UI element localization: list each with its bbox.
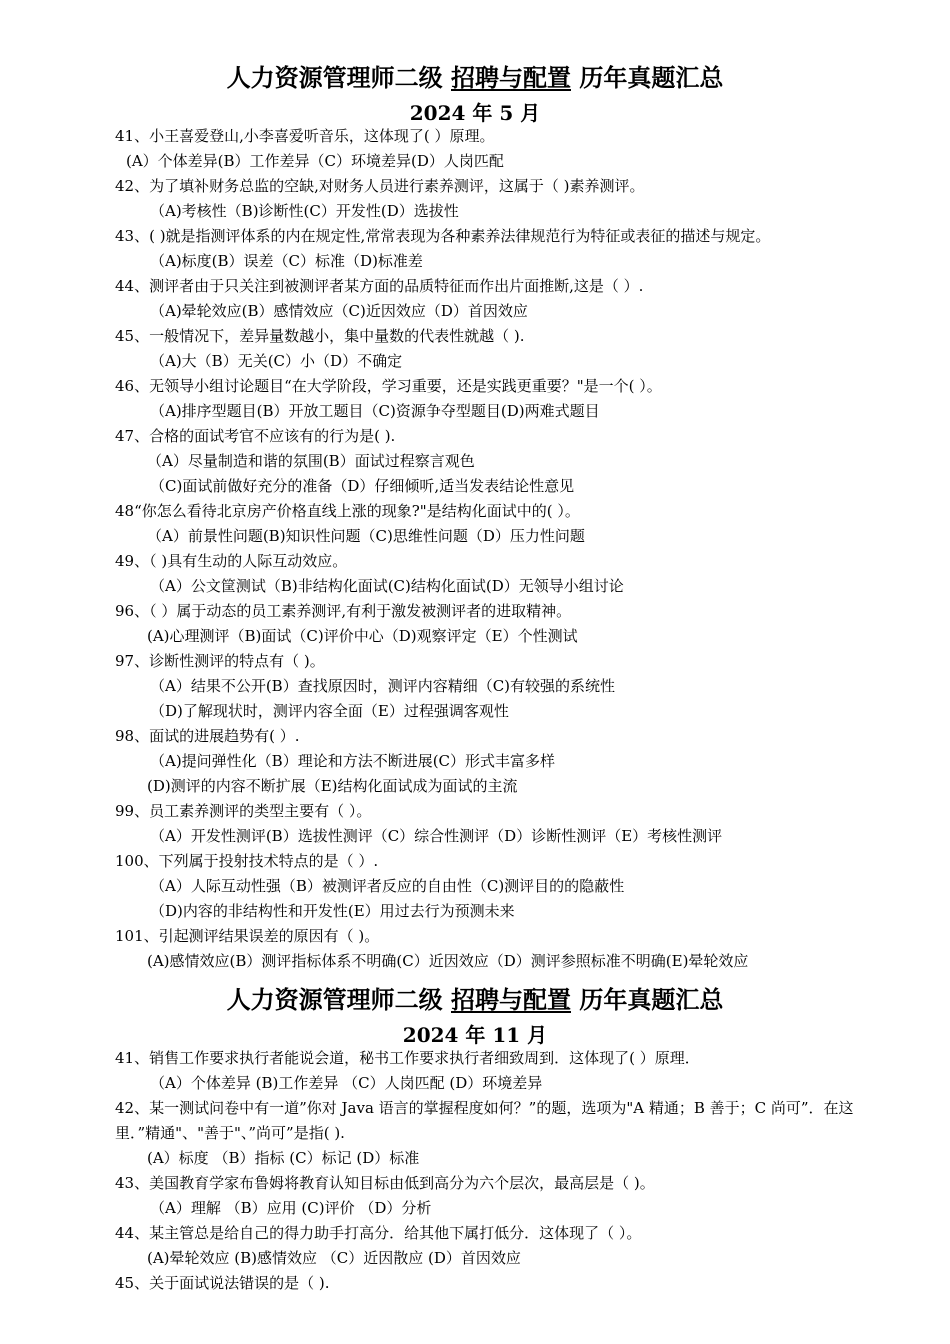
title-suffix: 历年真题汇总 xyxy=(571,63,724,92)
question-42: 42、为了填补财务总监的空缺,对财务人员进行素养测评，这属于（ )素养测评。 xyxy=(115,177,645,195)
options-44: （A)晕轮效应(B）感情效应（C)近因效应（D）首因效应 xyxy=(150,302,528,320)
options-41: （A）个体差异 (B)工作差异 （C）人岗匹配 (D）环境差异 xyxy=(150,1074,543,1092)
options-97-b: （D)了解现状时，测评内容全面（E）过程强调客观性 xyxy=(150,702,509,720)
question-98: 98、面试的进展趋势有( ）. xyxy=(115,727,300,745)
options-99: （A）开发性测评(B）选拔性测评（C）综合性测评（D）诊断性测评（E）考核性测评 xyxy=(150,827,723,845)
options-44: (A)晕轮效应 (B)感情效应 （C）近因散应 (D）首因效应 xyxy=(147,1249,521,1267)
options-98-a: （A)提问弹性化（B）理论和方法不断进展(C）形式丰富多样 xyxy=(150,752,556,770)
options-97-a: （A）结果不公开(B）查找原因时，测评内容精细（C)有较强的系统性 xyxy=(150,677,616,695)
options-46: （A)排序型题目(B）开放工题目（C)资源争夺型题目(D)两难式题目 xyxy=(150,402,600,420)
section2-date: 2024 年 11 月 xyxy=(402,1023,548,1047)
options-42: (A）标度 （B）指标 (C）标记 (D）标准 xyxy=(147,1149,420,1167)
options-42: （A)考核性（B)诊断性(C）开发性(D）选拔性 xyxy=(150,202,459,220)
question-41: 41、销售工作要求执行者能说会道，秘书工作要求执行者细致周到．这体现了( ）原理． xyxy=(115,1049,700,1067)
question-99: 99、员工素养测评的类型主要有（ ）。 xyxy=(115,802,372,820)
options-43: （A)标度(B）误差（C）标准（D)标准差 xyxy=(150,252,423,270)
question-43: 43、美国教育学家布鲁姆将教育认知目标由低到高分为六个层次，最高层是（ )。 xyxy=(115,1174,655,1192)
question-46: 46、无领导小组讨论题目“在大学阶段，学习重要，还是实践更重要？"是一个( ）。 xyxy=(115,377,662,395)
title-prefix: 人力资源管理师二级 xyxy=(226,63,451,92)
options-96: (A)心理测评（B)面试（C)评价中心（D)观察评定（E）个性测试 xyxy=(147,627,578,645)
question-43: 43、( )就是指测评体系的内在规定性,常常表现为各种素养法律规范行为特征或表征的描述与规定。 xyxy=(115,227,771,245)
options-41: (A）个体差异(B）工作差异（C）环境差异(D）人岗匹配 xyxy=(126,152,504,170)
question-96: 96、（ ）属于动态的员工素养测评,有利于激发被测评者的进取精神。 xyxy=(115,602,572,620)
question-44: 44、测评者由于只关注到被测评者某方面的品质特征而作出片面推断,这是（ ）. xyxy=(115,277,644,295)
question-45: 45、关于面试说法错误的是（ ). xyxy=(115,1274,330,1292)
question-44: 44、某主管总是给自己的得力助手打高分．给其他下属打低分．这体现了（ ）。 xyxy=(115,1224,642,1242)
options-101: (A)感情效应(B）测评指标体系不明确(C）近因效应（D）测评参照标准不明确(E)晕轮效应 xyxy=(147,952,749,970)
question-45: 45、一般情况下，差异量数越小，集中量数的代表性就越（ ). xyxy=(115,327,525,345)
title-suffix: 历年真题汇总 xyxy=(571,985,724,1014)
question-100: 100、下列属于投射技术特点的是（ ）. xyxy=(115,852,379,870)
options-47-b: （C)面试前做好充分的准备（D）仔细倾听,适当发表结论性意见 xyxy=(150,477,575,495)
question-47: 47、合格的面试考官不应该有的行为是( ). xyxy=(115,427,396,445)
options-45: （A)大（B）无关(C）小（D）不确定 xyxy=(150,352,403,370)
options-98-b: (D)测评的内容不断扩展（E)结构化面试成为面试的主流 xyxy=(147,777,518,795)
question-41: 41、小王喜爱登山,小李喜爱听音乐，这体现了( ）原理。 xyxy=(115,127,495,145)
options-100-a: （A）人际互动性强（B）被测评者反应的自由性（C)测评目的的隐蔽性 xyxy=(150,877,625,895)
options-43: （A）理解 （B）应用 (C)评价 （D）分析 xyxy=(150,1199,432,1217)
question-49: 49、（ )具有生动的人际互动效应。 xyxy=(115,552,348,570)
question-97: 97、诊断性测评的特点有（ )。 xyxy=(115,652,325,670)
page-title xyxy=(0,58,950,93)
options-100-b: （D)内容的非结构性和开发性(E）用过去行为预测未来 xyxy=(150,902,515,920)
title-prefix: 人力资源管理师二级 xyxy=(226,985,451,1014)
question-42: 42、某一测试问卷中有一道”你对 Java 语言的掌握程度如何？”的题，选项为"A 精通；B 善于；C 尚可”．在这里．”精通"、"善于"、”尚可”是指( ). xyxy=(115,1099,854,1142)
section-date: 2024 年 5 月 xyxy=(409,101,541,125)
title-underlined: 招聘与配置 xyxy=(451,63,571,92)
options-47-a: （A）尽量制造和谐的氛围(B）面试过程察言观色 xyxy=(147,452,475,470)
title-underlined: 招聘与配置 xyxy=(451,985,571,1014)
question-101: 101、引起测评结果误差的原因有（ )。 xyxy=(115,927,380,945)
options-48: （A）前景性问题(B)知识性问题（C)思维性问题（D）压力性问题 xyxy=(147,527,585,545)
section2-title xyxy=(0,980,950,1015)
question-48: 48“你怎么看待北京房产价格直线上涨的现象?"是结构化面试中的( ）。 xyxy=(115,502,580,520)
options-49: （A）公文筐测试（B)非结构化面试(C)结构化面试(D）无领导小组讨论 xyxy=(150,577,624,595)
